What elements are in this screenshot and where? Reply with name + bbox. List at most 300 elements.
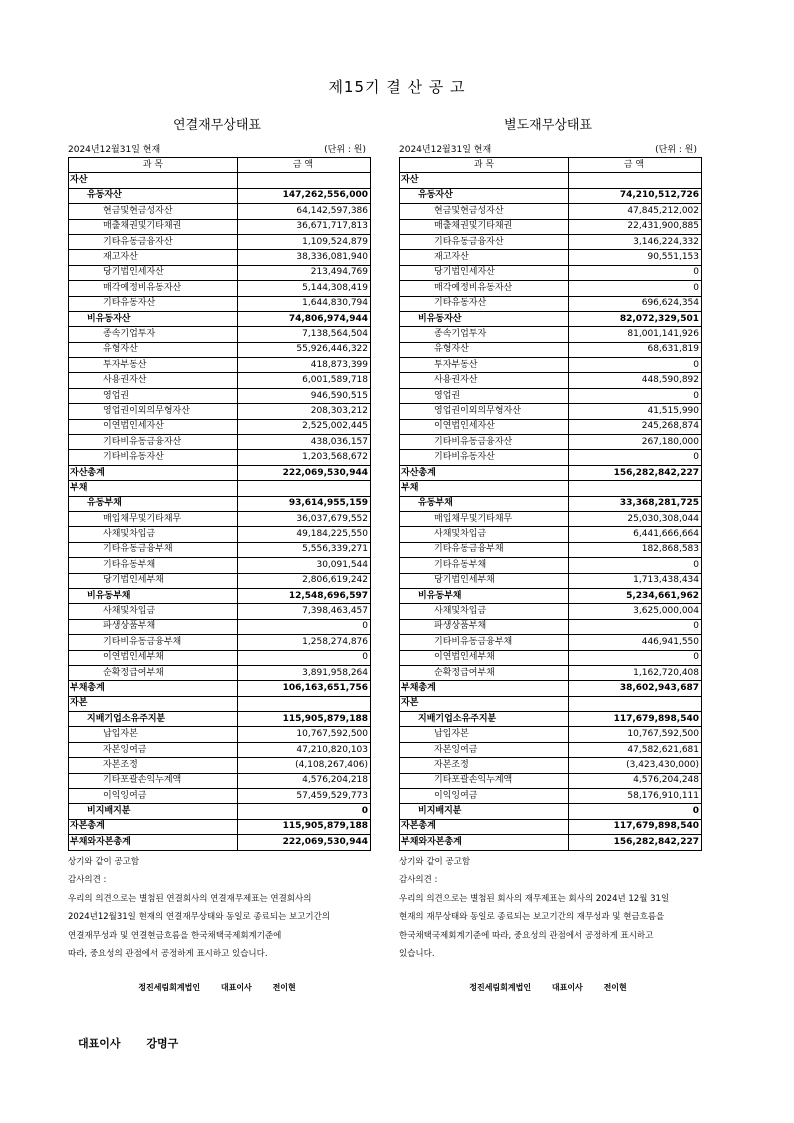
audit-notes — [68, 853, 366, 964]
table-row — [69, 188, 371, 203]
row-label: 비유동부채 — [69, 588, 238, 603]
row-label: 매각예정비유동자산 — [69, 281, 238, 296]
row-label: 재고자산 — [400, 250, 569, 265]
table-row — [400, 619, 702, 634]
row-label: 파생상품부채 — [400, 619, 569, 634]
table-row — [69, 358, 371, 373]
row-amount: 418,873,399 — [238, 358, 371, 373]
table-row — [400, 527, 702, 542]
row-amount: 81,001,141,926 — [569, 327, 702, 342]
row-label: 자본잉여금 — [400, 742, 569, 757]
row-label: 기타포괄손익누계액 — [69, 773, 238, 788]
table-row — [400, 665, 702, 680]
row-amount: 4,576,204,248 — [569, 773, 702, 788]
consolidated-balance-sheet — [68, 116, 366, 993]
table-row — [69, 604, 371, 619]
table-header-row — [69, 158, 371, 173]
row-amount: 41,515,990 — [569, 404, 702, 419]
table-row — [69, 804, 371, 819]
row-label: 매각예정비유동자산 — [400, 281, 569, 296]
unit-label: (단위 : 원) — [324, 145, 366, 155]
table-row — [69, 204, 371, 219]
row-label: 기타유동금융자산 — [400, 234, 569, 249]
row-amount: 6,001,589,718 — [238, 373, 371, 388]
row-label: 비유동자산 — [69, 311, 238, 326]
row-label: 비지배지분 — [69, 804, 238, 819]
header-amount: 금 액 — [238, 158, 371, 173]
row-label: 비지배지분 — [400, 804, 569, 819]
row-label: 이연법인세부채 — [400, 650, 569, 665]
row-label: 유동부채 — [69, 496, 238, 511]
row-label: 유동자산 — [69, 188, 238, 203]
row-amount: 946,590,515 — [238, 388, 371, 403]
row-label: 당기법인세부채 — [400, 573, 569, 588]
row-label: 기타비유동금융부채 — [400, 635, 569, 650]
table-row — [400, 835, 702, 850]
row-amount: 0 — [569, 558, 702, 573]
table-row — [69, 404, 371, 419]
table-row — [400, 327, 702, 342]
row-label: 기타유동금융부채 — [69, 542, 238, 557]
row-amount — [238, 173, 371, 188]
table-row — [400, 450, 702, 465]
row-label: 이익잉여금 — [400, 789, 569, 804]
row-label: 기타비유동자산 — [69, 450, 238, 465]
row-amount: 36,671,717,813 — [238, 219, 371, 234]
row-label: 부채 — [69, 481, 238, 496]
row-amount: 3,625,000,004 — [569, 604, 702, 619]
table-row — [69, 327, 371, 342]
row-amount: 10,767,592,500 — [238, 727, 371, 742]
table-row — [69, 558, 371, 573]
row-label: 자본잉여금 — [69, 742, 238, 757]
row-label: 당기법인세부채 — [69, 573, 238, 588]
row-amount: 47,210,820,103 — [238, 742, 371, 757]
row-amount: 38,336,081,940 — [238, 250, 371, 265]
representative-footer — [78, 1035, 200, 1051]
table-row — [69, 496, 371, 511]
row-amount: 36,037,679,552 — [238, 511, 371, 526]
row-amount: 115,905,879,188 — [238, 712, 371, 727]
row-amount: 25,030,308,044 — [569, 511, 702, 526]
row-amount: 22,431,900,885 — [569, 219, 702, 234]
table-row — [400, 281, 702, 296]
row-label: 재고자산 — [69, 250, 238, 265]
row-amount: 0 — [569, 358, 702, 373]
table-row — [69, 511, 371, 526]
row-amount: 30,091,544 — [238, 558, 371, 573]
row-label: 납입자본 — [400, 727, 569, 742]
row-label: 기타포괄손익누계액 — [400, 773, 569, 788]
table-header-row — [400, 158, 702, 173]
row-amount: 58,176,910,111 — [569, 789, 702, 804]
signer-role: 대표이사 — [551, 982, 583, 992]
row-label: 이연법인세자산 — [69, 419, 238, 434]
table-row — [400, 404, 702, 419]
row-amount: 93,614,955,159 — [238, 496, 371, 511]
table-row — [400, 712, 702, 727]
row-amount: 1,644,830,794 — [238, 296, 371, 311]
row-amount: 1,162,720,408 — [569, 665, 702, 680]
note-line: 상기와 같이 공고함 — [68, 856, 140, 867]
footer-name: 강명구 — [146, 1037, 179, 1050]
table-row — [69, 573, 371, 588]
row-amount: 82,072,329,501 — [569, 311, 702, 326]
row-label: 기타유동부채 — [69, 558, 238, 573]
row-amount: 222,069,530,944 — [238, 465, 371, 480]
signer-name: 전이현 — [603, 982, 627, 992]
row-label: 자본총계 — [400, 819, 569, 834]
row-amount: 7,138,564,504 — [238, 327, 371, 342]
row-amount: 213,494,769 — [238, 265, 371, 280]
row-label: 이연법인세부채 — [69, 650, 238, 665]
table-row — [400, 342, 702, 357]
audit-firm: 정진세림회계법인 — [138, 982, 201, 992]
table-row — [69, 281, 371, 296]
note-line: 감사의견 : — [399, 875, 438, 886]
row-label: 종속기업투자 — [69, 327, 238, 342]
row-label: 기타유동금융자산 — [69, 234, 238, 249]
table-row — [69, 696, 371, 711]
row-amount: 0 — [569, 450, 702, 465]
row-label: 순확정급여부채 — [69, 665, 238, 680]
row-amount: 267,180,000 — [569, 435, 702, 450]
row-label: 부채와자본총계 — [69, 835, 238, 850]
table-row — [400, 435, 702, 450]
table-row — [69, 250, 371, 265]
row-amount: 64,142,597,386 — [238, 204, 371, 219]
table-row — [400, 773, 702, 788]
note-line: 현재의 재무상태와 동일로 종료되는 보고기간의 재무성과 및 현금흐름을 — [399, 912, 665, 923]
panel-meta — [399, 144, 697, 157]
row-amount: 117,679,898,540 — [569, 712, 702, 727]
table-row — [400, 681, 702, 696]
row-amount: 74,210,512,726 — [569, 188, 702, 203]
row-label: 자산 — [400, 173, 569, 188]
note-line: 감사의견 : — [68, 875, 107, 886]
row-label: 종속기업투자 — [400, 327, 569, 342]
row-label: 영업권 — [69, 388, 238, 403]
table-row — [69, 619, 371, 634]
row-label: 사채및차입금 — [69, 604, 238, 619]
row-label: 자본 — [69, 696, 238, 711]
row-amount — [238, 696, 371, 711]
table-row — [400, 819, 702, 834]
row-label: 부채총계 — [69, 681, 238, 696]
row-amount: 0 — [569, 804, 702, 819]
row-amount: 47,845,212,002 — [569, 204, 702, 219]
row-label: 유형자산 — [400, 342, 569, 357]
table-row — [69, 265, 371, 280]
table-row — [69, 665, 371, 680]
row-label: 당기법인세자산 — [400, 265, 569, 280]
row-amount: 0 — [569, 619, 702, 634]
table-row — [400, 188, 702, 203]
row-label: 순확정급여부채 — [400, 665, 569, 680]
row-label: 매입채무및기타채무 — [400, 511, 569, 526]
row-amount: 106,163,651,756 — [238, 681, 371, 696]
table-row — [400, 496, 702, 511]
table-row — [400, 311, 702, 326]
table-row — [69, 773, 371, 788]
row-label: 파생상품부채 — [69, 619, 238, 634]
row-label: 지배기업소유주지분 — [400, 712, 569, 727]
row-label: 사용권자산 — [400, 373, 569, 388]
note-line: 상기와 같이 공고함 — [399, 856, 471, 867]
row-label: 매출채권및기타채권 — [400, 219, 569, 234]
row-amount — [569, 173, 702, 188]
row-label: 기타유동자산 — [69, 296, 238, 311]
header-amount: 금 액 — [569, 158, 702, 173]
table-row — [400, 296, 702, 311]
row-amount: 55,926,446,322 — [238, 342, 371, 357]
row-amount: 1,109,524,879 — [238, 234, 371, 249]
table-row — [400, 511, 702, 526]
row-amount: 6,441,666,664 — [569, 527, 702, 542]
row-amount: 0 — [569, 650, 702, 665]
row-amount: 245,268,874 — [569, 419, 702, 434]
table-row — [400, 604, 702, 619]
header-item: 과 목 — [400, 158, 569, 173]
separate-balance-sheet — [399, 116, 697, 993]
note-line: 따라, 중요성의 관점에서 공정하게 표시하고 있습니다. — [68, 949, 268, 960]
signer-name: 전이현 — [272, 982, 296, 992]
table-row — [69, 835, 371, 850]
table-row — [69, 650, 371, 665]
table-row — [400, 373, 702, 388]
table-row — [400, 789, 702, 804]
table-row — [69, 435, 371, 450]
row-amount: (4,108,267,406) — [238, 758, 371, 773]
row-label: 부채와자본총계 — [400, 835, 569, 850]
row-label: 부채총계 — [400, 681, 569, 696]
table-row — [400, 481, 702, 496]
document-title: 제15기 결 산 공 고 — [328, 78, 466, 96]
table-row — [400, 265, 702, 280]
table-row — [69, 234, 371, 249]
table-row — [69, 388, 371, 403]
row-label: 자본 — [400, 696, 569, 711]
row-amount: 117,679,898,540 — [569, 819, 702, 834]
row-label: 영업권 — [400, 388, 569, 403]
table-row — [69, 419, 371, 434]
row-label: 납입자본 — [69, 727, 238, 742]
row-label: 유형자산 — [69, 342, 238, 357]
row-amount: 208,303,212 — [238, 404, 371, 419]
row-amount: 446,941,550 — [569, 635, 702, 650]
row-label: 유동자산 — [400, 188, 569, 203]
report-date: 2024년12월31일 현재 — [399, 145, 492, 155]
row-amount: 5,144,308,419 — [238, 281, 371, 296]
row-amount — [569, 696, 702, 711]
table-row — [400, 419, 702, 434]
row-amount: 57,459,529,773 — [238, 789, 371, 804]
signer-role: 대표이사 — [220, 982, 252, 992]
row-amount: 438,036,157 — [238, 435, 371, 450]
row-label: 자본조정 — [69, 758, 238, 773]
row-amount: 0 — [569, 388, 702, 403]
row-label: 자본총계 — [69, 819, 238, 834]
row-amount: 0 — [238, 804, 371, 819]
table-row — [69, 373, 371, 388]
table-row — [69, 681, 371, 696]
table-row — [400, 219, 702, 234]
row-label: 자본조정 — [400, 758, 569, 773]
table-row — [400, 804, 702, 819]
row-label: 기타비유동금융자산 — [69, 435, 238, 450]
row-amount: 115,905,879,188 — [238, 819, 371, 834]
row-amount: 147,262,556,000 — [238, 188, 371, 203]
row-amount — [569, 481, 702, 496]
row-label: 현금및현금성자산 — [69, 204, 238, 219]
panel-title: 별도재무상태표 — [504, 118, 592, 133]
row-label: 사채및차입금 — [400, 604, 569, 619]
table-row — [69, 219, 371, 234]
footer-role: 대표이사 — [78, 1037, 121, 1050]
note-line: 한국채택국제회계기준에 따라, 중요성의 관점에서 공정하게 표시하고 — [399, 930, 654, 941]
table-row — [69, 635, 371, 650]
row-amount: 156,282,842,227 — [569, 465, 702, 480]
table-row — [69, 789, 371, 804]
row-label: 자산 — [69, 173, 238, 188]
table-row — [400, 250, 702, 265]
row-amount: 74,806,974,944 — [238, 311, 371, 326]
table-row — [400, 173, 702, 188]
row-amount: (3,423,430,000) — [569, 758, 702, 773]
row-label: 이연법인세자산 — [400, 419, 569, 434]
report-date: 2024년12월31일 현재 — [68, 145, 161, 155]
note-line: 있습니다. — [399, 949, 435, 960]
row-label: 비유동부채 — [400, 588, 569, 603]
table-row — [69, 758, 371, 773]
row-amount: 90,551,153 — [569, 250, 702, 265]
row-amount: 3,146,224,332 — [569, 234, 702, 249]
row-label: 투자부동산 — [69, 358, 238, 373]
table-row — [69, 450, 371, 465]
note-line: 우리의 의견으로는 별첨된 연결회사의 연결재무제표는 연결회사의 — [68, 893, 312, 904]
row-amount: 696,624,354 — [569, 296, 702, 311]
table-row — [69, 712, 371, 727]
table-row — [69, 465, 371, 480]
row-amount: 49,184,225,550 — [238, 527, 371, 542]
row-label: 사용권자산 — [69, 373, 238, 388]
table-row — [400, 696, 702, 711]
panel-meta — [68, 144, 366, 157]
row-amount: 68,631,819 — [569, 342, 702, 357]
table-row — [69, 527, 371, 542]
row-amount: 5,234,661,962 — [569, 588, 702, 603]
row-label: 매입채무및기타채무 — [69, 511, 238, 526]
table-row — [69, 342, 371, 357]
row-label: 기타비유동금융자산 — [400, 435, 569, 450]
table-row — [400, 758, 702, 773]
row-label: 기타비유동자산 — [400, 450, 569, 465]
table-row — [400, 650, 702, 665]
table-row — [400, 234, 702, 249]
row-amount: 38,602,943,687 — [569, 681, 702, 696]
table-row — [69, 173, 371, 188]
audit-firm: 정진세림회계법인 — [469, 982, 532, 992]
row-label: 현금및현금성자산 — [400, 204, 569, 219]
row-amount: 2,525,002,445 — [238, 419, 371, 434]
row-amount: 1,713,438,434 — [569, 573, 702, 588]
unit-label: (단위 : 원) — [655, 145, 697, 155]
table-row — [400, 727, 702, 742]
row-amount: 0 — [569, 265, 702, 280]
row-label: 매출채권및기타채권 — [69, 219, 238, 234]
table-row — [69, 588, 371, 603]
row-label: 영업권이외의무형자산 — [69, 404, 238, 419]
row-label: 기타유동자산 — [400, 296, 569, 311]
table-row — [400, 742, 702, 757]
row-amount: 33,368,281,725 — [569, 496, 702, 511]
audit-notes — [399, 853, 697, 964]
row-amount: 5,556,339,271 — [238, 542, 371, 557]
row-amount: 1,203,568,672 — [238, 450, 371, 465]
row-amount: 0 — [569, 281, 702, 296]
row-label: 당기법인세자산 — [69, 265, 238, 280]
row-label: 기타유동금융부채 — [400, 542, 569, 557]
row-label: 투자부동산 — [400, 358, 569, 373]
table-row — [400, 542, 702, 557]
row-label: 자산총계 — [400, 465, 569, 480]
row-amount: 222,069,530,944 — [238, 835, 371, 850]
row-label: 자산총계 — [69, 465, 238, 480]
row-amount: 448,590,892 — [569, 373, 702, 388]
header-item: 과 목 — [69, 158, 238, 173]
note-line: 우리의 의견으로는 별첨된 회사의 재무제표는 회사의 2024년 12월 31일 — [399, 893, 670, 904]
table-row — [400, 204, 702, 219]
row-amount: 4,576,204,218 — [238, 773, 371, 788]
row-amount: 10,767,592,500 — [569, 727, 702, 742]
table-row — [69, 296, 371, 311]
table-row — [400, 588, 702, 603]
table-row — [69, 542, 371, 557]
row-amount: 2,806,619,242 — [238, 573, 371, 588]
table-row — [400, 635, 702, 650]
row-amount: 1,258,274,876 — [238, 635, 371, 650]
row-label: 유동부채 — [400, 496, 569, 511]
row-amount: 12,548,696,597 — [238, 588, 371, 603]
table-row — [400, 465, 702, 480]
row-amount: 156,282,842,227 — [569, 835, 702, 850]
table-row — [69, 727, 371, 742]
table-row — [400, 558, 702, 573]
row-amount: 7,398,463,457 — [238, 604, 371, 619]
balance-sheet-table — [68, 157, 371, 851]
table-row — [69, 481, 371, 496]
balance-sheet-table — [399, 157, 702, 851]
row-amount: 3,891,958,264 — [238, 665, 371, 680]
note-line: 연결재무성과 및 연결현금흐름을 한국채택국제회계기준에 — [68, 930, 282, 941]
row-label: 부채 — [400, 481, 569, 496]
table-row — [400, 573, 702, 588]
row-label: 기타비유동금융부채 — [69, 635, 238, 650]
row-amount: 0 — [238, 650, 371, 665]
table-row — [400, 388, 702, 403]
row-label: 이익잉여금 — [69, 789, 238, 804]
auditor-signature — [399, 982, 697, 993]
row-label: 사채및차입금 — [69, 527, 238, 542]
row-label: 기타유동부채 — [400, 558, 569, 573]
panel-title: 연결재무상태표 — [173, 118, 261, 133]
row-amount — [238, 481, 371, 496]
note-line: 2024년12월31일 현재의 연결재무상태와 동일로 종료되는 보고기간의 — [68, 912, 331, 923]
row-label: 사채및차입금 — [400, 527, 569, 542]
row-amount: 47,582,621,681 — [569, 742, 702, 757]
row-label: 영업권이외의무형자산 — [400, 404, 569, 419]
row-label: 비유동자산 — [400, 311, 569, 326]
